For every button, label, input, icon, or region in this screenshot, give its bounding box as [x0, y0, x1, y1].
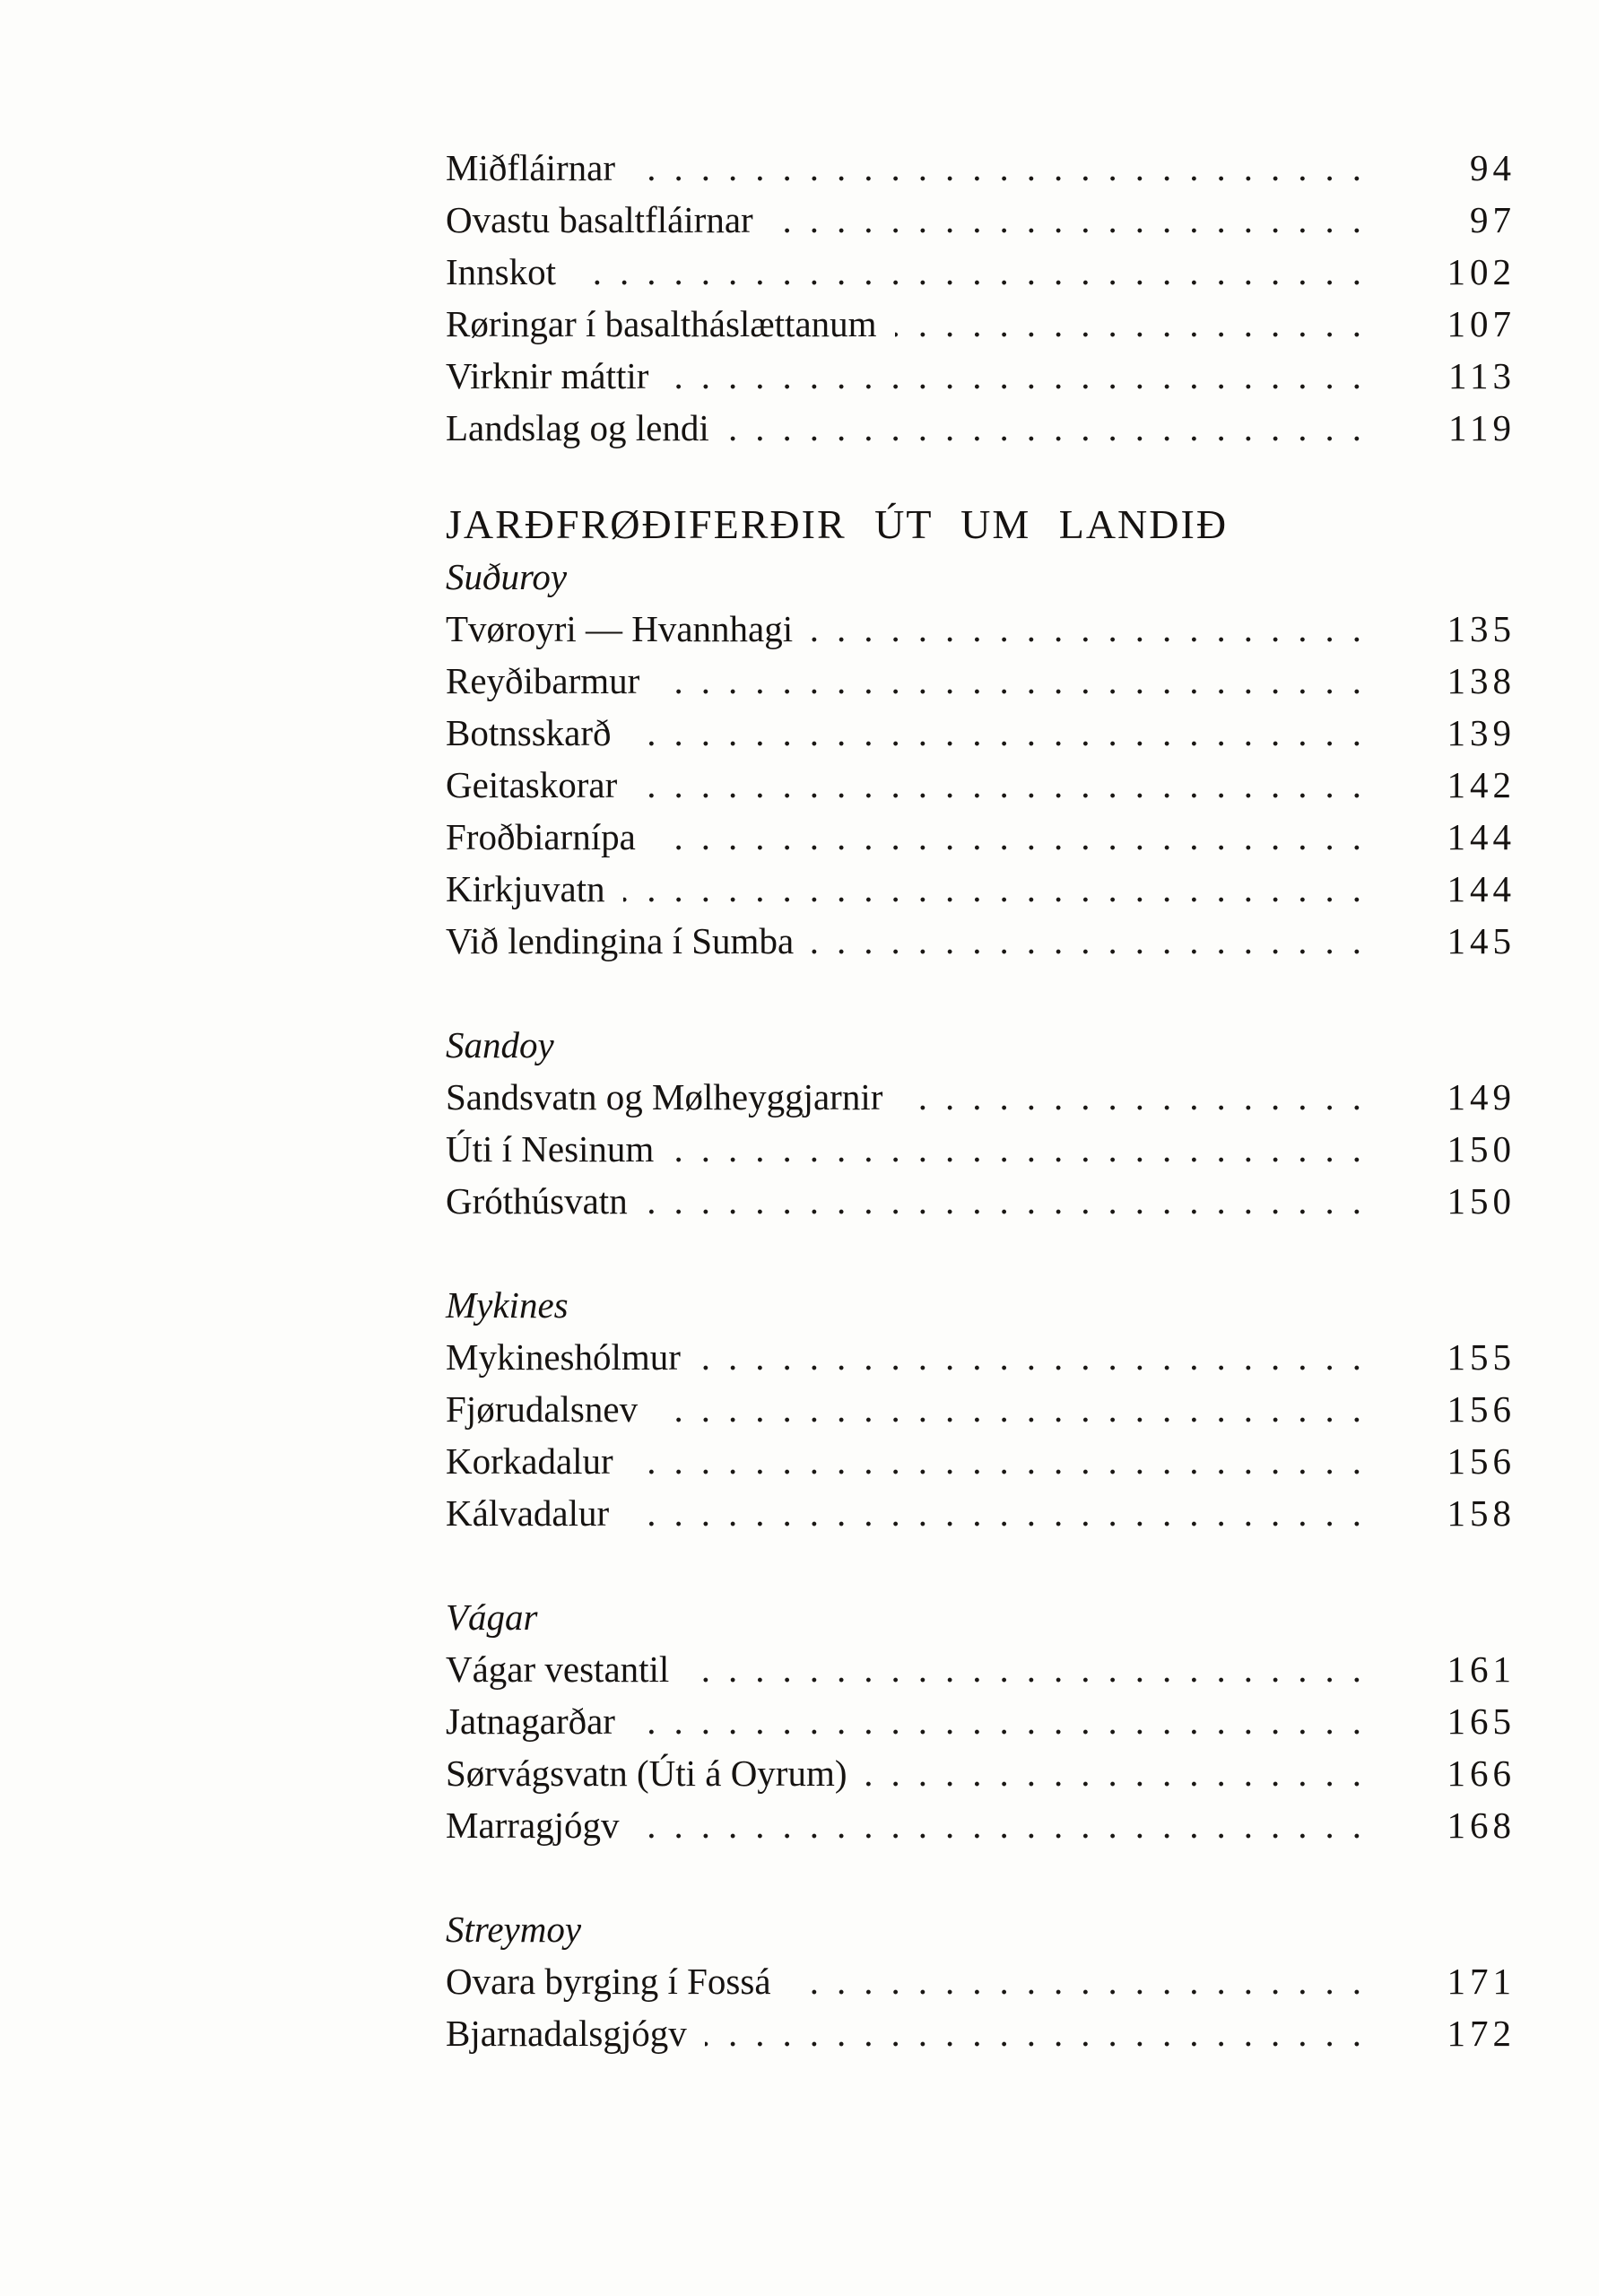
toc-entry-row	[446, 246, 1516, 298]
dotted-leader	[654, 811, 1379, 863]
toc-entry-row	[446, 603, 1516, 655]
toc-entry-row	[446, 1383, 1516, 1435]
dotted-leader	[638, 1799, 1379, 1851]
toc-page-number: 138	[1447, 660, 1516, 701]
island-label: Streymoy	[446, 1909, 582, 1950]
dotted-leader	[666, 350, 1379, 402]
toc-entry-label: Røringar í basaltháslættanum	[446, 303, 877, 344]
island-section	[446, 1903, 1516, 2059]
toc-page-number: 165	[1447, 1700, 1516, 1742]
toc-entry-row	[446, 298, 1516, 350]
toc-entry-row	[446, 759, 1516, 811]
toc-entry-label: Botnsskarð	[446, 712, 612, 753]
toc-entry-label: Kirkjuvatn	[446, 868, 605, 909]
toc-page-number: 172	[1447, 2013, 1516, 2054]
island-section	[446, 1019, 1516, 1227]
toc-entry-row	[446, 1331, 1516, 1383]
toc-entry-row	[446, 863, 1516, 915]
toc-entry-row	[446, 402, 1516, 454]
toc-page-number: 156	[1447, 1388, 1516, 1430]
dotted-leader	[865, 1747, 1380, 1799]
toc-entry-label: Kálvadalur	[446, 1492, 610, 1534]
toc-entry-row	[446, 350, 1516, 402]
island-label: Sandoy	[446, 1024, 554, 1065]
toc-page-number: 155	[1447, 1336, 1516, 1378]
island-label: Vágar	[446, 1596, 538, 1638]
toc-page-number: 119	[1448, 407, 1516, 448]
toc-entry-row	[446, 1747, 1516, 1799]
dotted-leader	[623, 863, 1379, 915]
dotted-leader	[630, 707, 1380, 759]
dotted-leader	[646, 1175, 1379, 1227]
dotted-leader	[771, 194, 1379, 246]
dotted-leader	[705, 2007, 1379, 2059]
toc-page-number: 166	[1447, 1752, 1516, 1794]
toc-entry-label: Úti í Nesinum	[446, 1128, 655, 1170]
toc-page-number: 135	[1447, 608, 1516, 649]
toc-entry-label: Gróthúsvatn	[446, 1180, 628, 1222]
toc-entry-label: Jatnagarðar	[446, 1700, 615, 1742]
toc-entry-label: Mykineshólmur	[446, 1336, 681, 1378]
toc-entry-row	[446, 1123, 1516, 1175]
toc-entry-label: Froðbiarnípa	[446, 816, 636, 857]
dotted-leader	[727, 402, 1379, 454]
toc-page-number: 156	[1447, 1440, 1516, 1482]
toc-entry-row	[446, 1643, 1516, 1695]
toc-entry-label: Korkadalur	[446, 1440, 613, 1482]
toc-entry-row	[446, 707, 1516, 759]
toc-page-number: 150	[1447, 1128, 1516, 1170]
dotted-leader	[656, 1383, 1379, 1435]
toc-entry-row	[446, 915, 1516, 967]
toc-entry-label: Sandsvatn og Mølheyggjarnir	[446, 1076, 883, 1118]
island-section	[446, 1591, 1516, 1851]
toc-top-entries	[446, 142, 1516, 454]
toc-page-number: 139	[1447, 712, 1516, 753]
dotted-leader	[635, 759, 1379, 811]
toc-entry-row	[446, 1071, 1516, 1123]
table-of-contents	[446, 142, 1516, 2059]
toc-entry-label: Bjarnadalsgjógv	[446, 2013, 687, 2054]
toc-entry-label: Tvøroyri — Hvannhagi	[446, 608, 794, 649]
toc-page-number: 144	[1447, 868, 1516, 909]
toc-entry-row	[446, 1435, 1516, 1487]
toc-page-number: 150	[1447, 1180, 1516, 1222]
toc-entry-row	[446, 1955, 1516, 2007]
toc-entry-label: Landslag og lendi	[446, 407, 709, 448]
toc-entry-label: Ovara byrging í Fossá	[446, 1961, 771, 2002]
toc-entry-row	[446, 655, 1516, 707]
dotted-leader	[789, 1955, 1379, 2007]
toc-page-number: 168	[1447, 1805, 1516, 1846]
island-section	[446, 551, 1516, 967]
dotted-leader	[633, 1695, 1379, 1747]
toc-page-number: 149	[1447, 1076, 1516, 1118]
toc-entry-row	[446, 811, 1516, 863]
dotted-leader	[633, 142, 1379, 194]
dotted-leader	[812, 915, 1379, 967]
toc-entry-label: Geitaskorar	[446, 764, 618, 805]
toc-sections	[446, 551, 1516, 2059]
dotted-leader	[574, 246, 1379, 298]
toc-entry-label: Marragjógv	[446, 1805, 620, 1846]
dotted-leader	[811, 603, 1379, 655]
toc-entry-label: Ovastu basaltfláirnar	[446, 199, 753, 240]
toc-page-number: 142	[1447, 764, 1516, 805]
toc-entry-label: Miðfláirnar	[446, 147, 615, 188]
toc-page-number: 94	[1470, 147, 1516, 188]
toc-page-number: 113	[1448, 355, 1516, 396]
dotted-leader	[687, 1643, 1379, 1695]
toc-page-number: 161	[1447, 1648, 1516, 1690]
toc-page-number: 171	[1447, 1961, 1516, 2002]
toc-page-number: 144	[1447, 816, 1516, 857]
toc-entry-row	[446, 1799, 1516, 1851]
toc-page-number: 102	[1447, 251, 1516, 292]
dotted-leader	[699, 1331, 1379, 1383]
toc-entry-label: Sørvágsvatn (Úti á Oyrum)	[446, 1752, 847, 1794]
island-label: Mykines	[446, 1284, 569, 1326]
dotted-leader	[900, 1071, 1379, 1123]
toc-entry-row	[446, 2007, 1516, 2059]
dotted-leader	[627, 1487, 1379, 1539]
section-heading: JARÐFRØÐIFERÐIR ÚT UM LANDIÐ	[446, 501, 1229, 547]
dotted-leader	[895, 298, 1379, 350]
toc-page-number: 107	[1447, 303, 1516, 344]
toc-entry-label: Vágar vestantil	[446, 1648, 670, 1690]
toc-page-number: 97	[1470, 199, 1516, 240]
toc-entry-label: Innskot	[446, 251, 556, 292]
toc-entry-row	[446, 1487, 1516, 1539]
dotted-leader	[631, 1435, 1379, 1487]
toc-entry-row	[446, 1175, 1516, 1227]
toc-page-number: 145	[1447, 920, 1516, 961]
toc-entry-label: Virknir máttir	[446, 355, 649, 396]
island-section	[446, 1279, 1516, 1539]
dotted-leader	[657, 655, 1379, 707]
toc-entry-label: Við lendingina í Sumba	[446, 920, 795, 961]
toc-entry-row	[446, 194, 1516, 246]
toc-entry-label: Reyðibarmur	[446, 660, 640, 701]
toc-page-number: 158	[1447, 1492, 1516, 1534]
dotted-leader	[672, 1123, 1379, 1175]
toc-entry-row	[446, 142, 1516, 194]
island-label: Suðuroy	[446, 556, 568, 597]
toc-entry-row	[446, 1695, 1516, 1747]
toc-entry-label: Fjørudalsnev	[446, 1388, 639, 1430]
